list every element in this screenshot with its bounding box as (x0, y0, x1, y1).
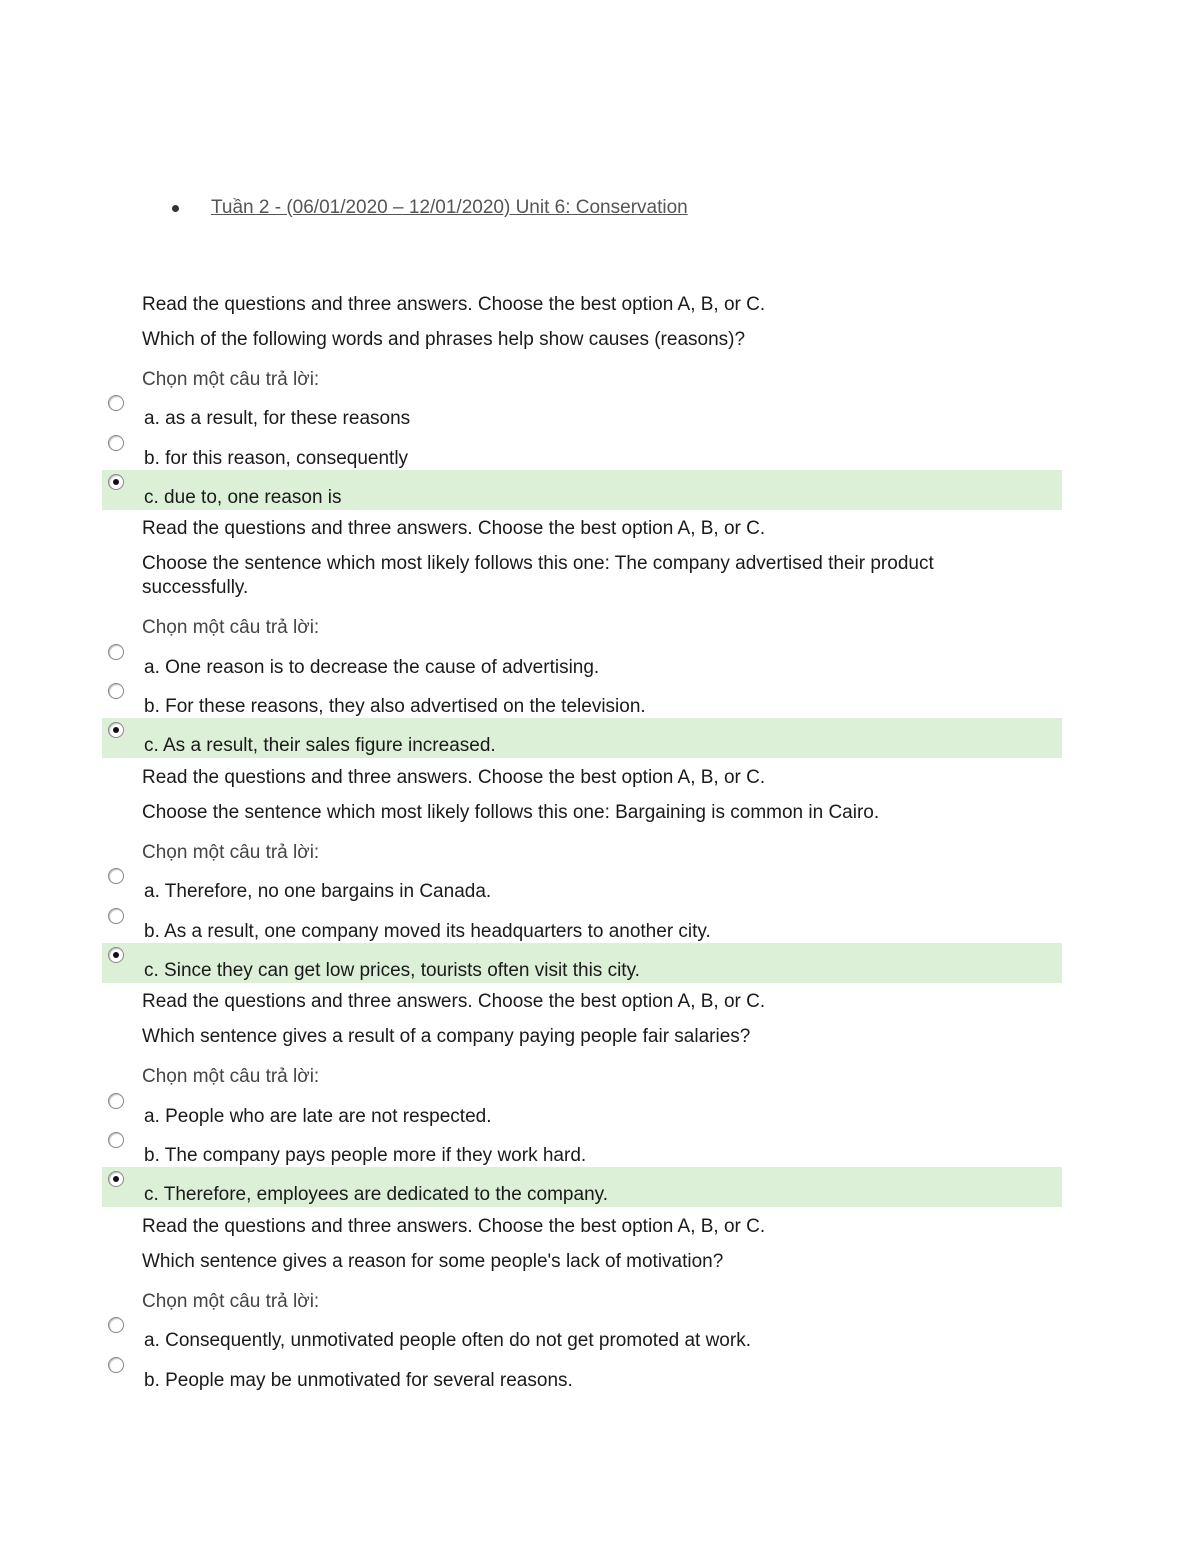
bullet-icon (172, 205, 179, 212)
question-instruction: Read the questions and three answers. Choose the best option A, B, or C. (142, 991, 766, 1012)
answer-prompt: Chọn một câu trả lời: (142, 1066, 320, 1087)
answer-option[interactable] (102, 640, 1062, 680)
answer-option-selected[interactable] (102, 943, 1062, 983)
answer-option[interactable] (102, 1313, 1062, 1353)
answer-option-label: a. People who are late are not respected. (144, 1106, 492, 1127)
answer-option[interactable] (102, 1353, 1062, 1393)
answer-option-label: b. As a result, one company moved its headquarters to another city. (144, 921, 711, 942)
breadcrumb (172, 197, 688, 219)
radio-button-checked-icon[interactable] (108, 947, 124, 963)
question-text: Choose the sentence which most likely follows this one: The company advertised their product successfully. (142, 553, 934, 598)
answer-option-label: b. For these reasons, they also advertised on the television. (144, 696, 646, 717)
answer-option-selected[interactable] (102, 1167, 1062, 1207)
answer-option-label: c. Since they can get low prices, tourists often visit this city. (144, 960, 640, 981)
answer-option-selected[interactable] (102, 470, 1062, 510)
radio-button-icon[interactable] (108, 435, 124, 451)
radio-button-icon[interactable] (108, 1317, 124, 1333)
question-instruction: Read the questions and three answers. Choose the best option A, B, or C. (142, 294, 766, 315)
question-instruction: Read the questions and three answers. Choose the best option A, B, or C. (142, 767, 766, 788)
answer-option[interactable] (102, 1089, 1062, 1129)
answer-option-label: b. for this reason, consequently (144, 448, 409, 469)
radio-button-icon[interactable] (108, 683, 124, 699)
radio-button-icon[interactable] (108, 395, 124, 411)
radio-button-icon[interactable] (108, 1132, 124, 1148)
question-instruction: Read the questions and three answers. Choose the best option A, B, or C. (142, 1216, 766, 1237)
answer-prompt: Chọn một câu trả lời: (142, 842, 320, 863)
answer-option-label: a. Consequently, unmotivated people often do not get promoted at work. (144, 1330, 751, 1351)
answer-option-label: a. Therefore, no one bargains in Canada. (144, 881, 492, 902)
question-text: Choose the sentence which most likely follows this one: Bargaining is common in Cairo. (142, 802, 880, 823)
answer-option[interactable] (102, 1128, 1062, 1168)
answer-option-selected[interactable] (102, 718, 1062, 758)
radio-button-icon[interactable] (108, 1357, 124, 1373)
answer-prompt: Chọn một câu trả lời: (142, 617, 320, 638)
radio-button-icon[interactable] (108, 1093, 124, 1109)
question-text: Which of the following words and phrases help show causes (reasons)? (142, 329, 746, 350)
question-text: Which sentence gives a reason for some people's lack of motivation? (142, 1251, 724, 1272)
answer-option-label: b. The company pays people more if they work hard. (144, 1145, 587, 1166)
radio-button-icon[interactable] (108, 644, 124, 660)
answer-option-label: a. One reason is to decrease the cause of advertising. (144, 657, 600, 678)
radio-button-checked-icon[interactable] (108, 722, 124, 738)
question-text: Which sentence gives a result of a company paying people fair salaries? (142, 1026, 751, 1047)
answer-option[interactable] (102, 864, 1062, 904)
breadcrumb-link[interactable]: Tuần 2 - (06/01/2020 – 12/01/2020) Unit 6: Conservation (211, 197, 688, 218)
answer-option[interactable] (102, 431, 1062, 471)
radio-button-icon[interactable] (108, 868, 124, 884)
answer-option[interactable] (102, 391, 1062, 431)
answer-option[interactable] (102, 904, 1062, 944)
radio-button-checked-icon[interactable] (108, 474, 124, 490)
answer-option-label: a. as a result, for these reasons (144, 408, 411, 429)
answer-option-label: c. As a result, their sales figure increased. (144, 735, 496, 756)
answer-option-label: c. Therefore, employees are dedicated to the company. (144, 1184, 609, 1205)
answer-prompt: Chọn một câu trả lời: (142, 369, 320, 390)
radio-button-icon[interactable] (108, 908, 124, 924)
radio-button-checked-icon[interactable] (108, 1171, 124, 1187)
answer-option-label: c. due to, one reason is (144, 487, 342, 508)
answer-prompt: Chọn một câu trả lời: (142, 1291, 320, 1312)
answer-option[interactable] (102, 679, 1062, 719)
question-instruction: Read the questions and three answers. Choose the best option A, B, or C. (142, 518, 766, 539)
answer-option-label: b. People may be unmotivated for several reasons. (144, 1370, 573, 1391)
